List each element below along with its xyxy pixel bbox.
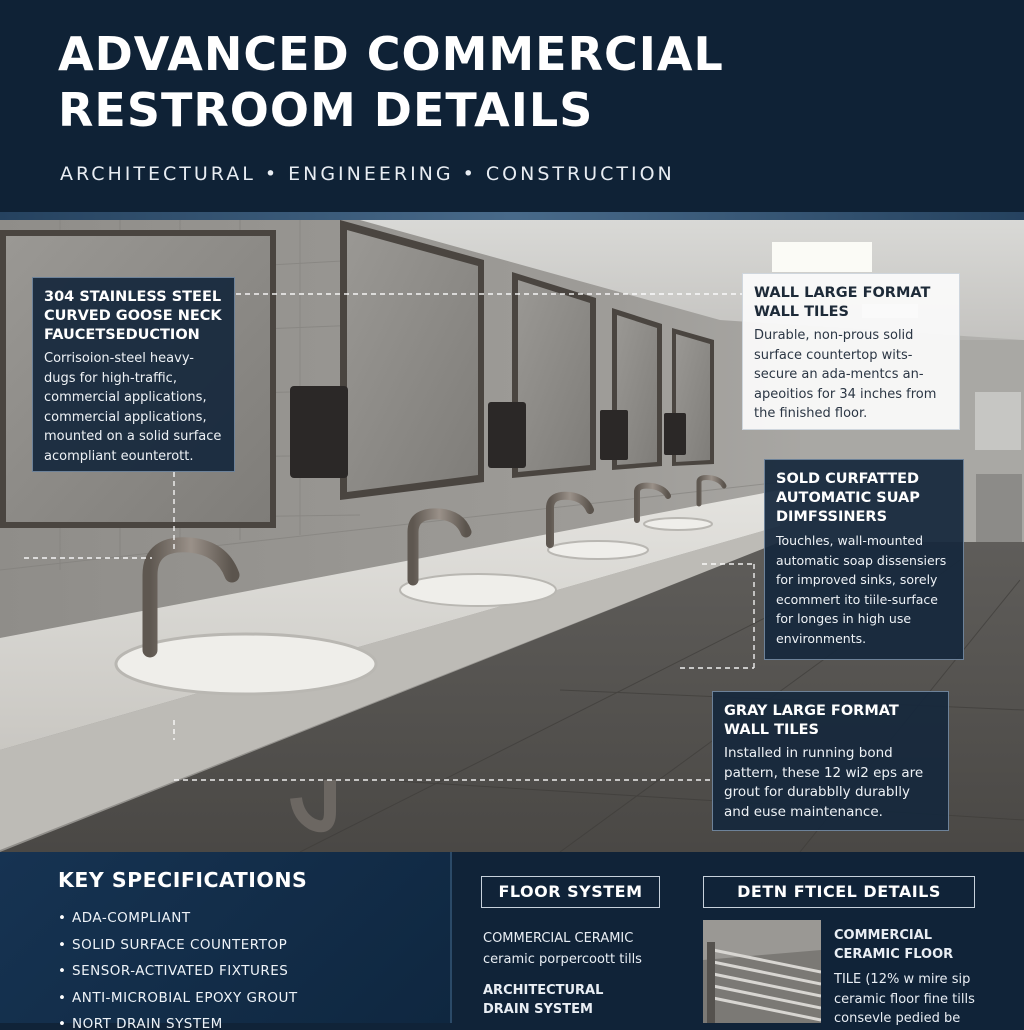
floor-system-heading: FLOOR SYSTEM [481, 876, 660, 908]
callout-gray-tiles [712, 691, 949, 831]
callout-wall-tiles-body: Durable, non-prous solid surface countertop wits-secure an ada-mentcs an-apeoitios for 34 inches from the finished floor. [754, 328, 937, 421]
drain-detail-image [703, 920, 821, 1023]
details-heading: DETN FTICEL DETAILS [703, 876, 975, 908]
header-banner [0, 0, 1024, 212]
page-subtitle: ARCHITECTURAL • ENGINEERING • CONSTRUCTION [60, 163, 675, 185]
details-line-4: ceramic floor fine tills [834, 992, 975, 1007]
bullet: • [58, 963, 67, 979]
drain-grate-illustration [703, 920, 821, 1023]
bullet: • [58, 1016, 67, 1030]
details-line-1: COMMERCIAL [834, 928, 933, 943]
callout-soap-dispensers [764, 459, 964, 660]
key-specs-list [58, 910, 298, 1030]
callout-soap-body: Touchles, wall-mounted automatic soap dissensiers for improved sinks, sorely ecommert ito tiile-surface for longes in high use environments. [776, 533, 947, 646]
header-divider [0, 212, 1024, 220]
list-item: • SOLID SURFACE COUNTERTOP [58, 936, 288, 953]
callout-wall-tiles [742, 273, 960, 430]
page-title: ADVANCED COMMERCIAL RESTROOM DETAILS [58, 27, 724, 137]
details-line-3: TILE (12% w mire sip [834, 972, 971, 987]
list-item: • SENSOR-ACTIVATED FIXTURES [58, 963, 289, 979]
bullet: • [58, 936, 67, 953]
callout-soap-title: SOLD CURFATTED AUTOMATIC SUAP DIMFSSINERS [776, 471, 920, 525]
bullet: • [58, 910, 67, 926]
callout-wall-tiles-title: WALL LARGE FORMAT WALL TILES [754, 285, 931, 320]
callout-faucets-body: Corrisoion-steel heavy-dugs for high-traffic, commercial applications, commercial applications, mounted on a solid surface acompliant eounterott. [44, 351, 222, 464]
key-specs-panel [0, 852, 450, 1030]
details-line-2: CERAMIC FLOOR [834, 947, 954, 962]
key-specs-title: KEY SPECIFICATIONS [58, 868, 308, 892]
floor-system-line-3: ARCHITECTURAL [483, 983, 604, 998]
callout-gray-tiles-title: GRAY LARGE FORMAT WALL TILES [724, 703, 899, 738]
list-item: • ADA-COMPLIANT [58, 910, 191, 926]
list-item: • ANTI-MICROBIAL EPOXY GROUT [58, 989, 298, 1006]
callout-gray-tiles-body: Installed in running bond pattern, these 12 wi2 eps are grout for durabblly durablly and euse maintenance. [724, 745, 924, 820]
list-item: • NORT DRAIN SYSTEM [58, 1016, 223, 1030]
callout-faucets-title: 304 STAINLESS STEEL CURVED GOOSE NECK FAUCETSEDUCTION [44, 289, 222, 343]
restroom-photo [0, 220, 1024, 852]
floor-system-line-1: COMMERCIAL CERAMIC [483, 931, 634, 946]
bottom-panel [0, 852, 1024, 1030]
details-line-5: consevle pedied be [834, 1011, 961, 1026]
bullet: • [58, 989, 67, 1006]
callout-faucets [32, 277, 235, 472]
column-divider [450, 852, 452, 1023]
floor-system-line-2: ceramic porpercoott tills [483, 952, 642, 967]
floor-system-line-4: DRAIN SYSTEM [483, 1002, 593, 1017]
